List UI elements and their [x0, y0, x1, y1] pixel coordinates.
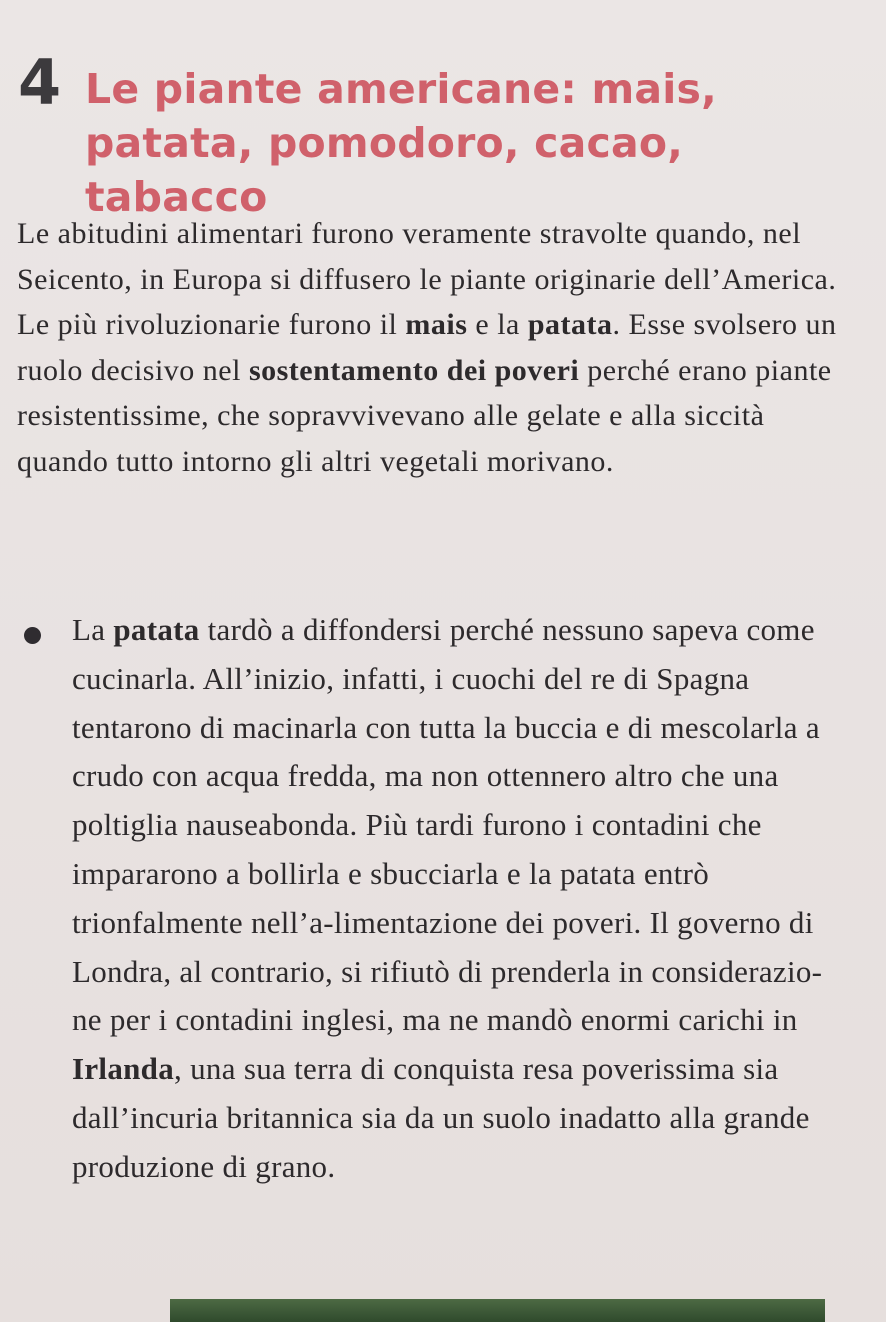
paragraph-text: Le più rivoluzionarie furono il: [17, 308, 406, 342]
term-patata: patata: [527, 308, 613, 342]
term-mais: mais: [405, 308, 468, 342]
paragraph-text: perché erano piante resistentissime, che sopravvivevano alle gelate e alla siccità quando tutto intorno gli altri vegetali morivano.: [17, 353, 832, 478]
paragraph-intro: Le abitudini alimentari furono veramente stravolte quando, nel Seicento, in Europa si diffusero le piante originarie dell’America.: [17, 217, 837, 296]
section-title: Le piante americane: mais, patata, pomodoro, cacao, tabacco: [85, 65, 717, 221]
paragraph-text: . Esse svolsero un ruolo decisivo nel: [17, 308, 837, 387]
image-strip: [170, 1299, 825, 1322]
paragraph-text: La: [72, 612, 114, 647]
term-irlanda: Irlanda: [72, 1051, 175, 1087]
bullet-paragraph-patata: [72, 606, 842, 1192]
term-sostentamento: sostentamento dei poveri: [248, 353, 580, 387]
term-patata: patata: [113, 612, 200, 647]
paragraph-text: , una sua terra di conquista resa poverissima sia dall’incuria britannica sia da un suolo inadatto alla grande produzione di grano.: [72, 1051, 810, 1184]
paragraph-text: tardò a diffondersi perché nessuno sapeva come cucinarla. All’inizio, infatti, i cuochi del re di Spagna tentarono di macinarla con tutta la buccia e di mescolarla a crudo con acqua fredda, ma non ottennero altro che una poltiglia nauseabonda. Più tardi furono i contadini che impararono a bollirla e sbucciarla e la patata entrò trionfalmente nell’a-limentazione dei poveri. Il governo di Londra, al contrario, si rifiutò di prenderla in considerazio-ne per i contadini inglesi, ma ne mandò enormi carichi in: [72, 612, 823, 1038]
paragraph-revolutionary-plants: [17, 302, 842, 484]
body-text: [17, 211, 842, 485]
paragraph-text: e la: [467, 308, 528, 342]
bullet-icon: [24, 627, 41, 644]
section-number: 4: [18, 46, 62, 119]
